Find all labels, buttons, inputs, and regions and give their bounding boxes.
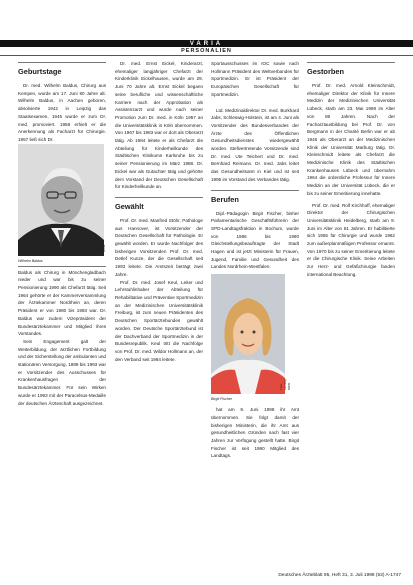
column-1 [18, 60, 106, 568]
portrait-photo-fischer [211, 274, 291, 394]
heading-elected: Gewählt [115, 201, 144, 211]
divider [18, 62, 106, 63]
paragraph: Prof. Dr. med. Josef Keul, Leiter und Lehrstuhlinhaber der Abteilung für Rehabilitative und Präventive Sportmedizin an der Medizinischen Universitätsklinik Freiburg, ist zum neuen Präsidenten des Deutschen Sportärztebundes gewählt worden. Der Deutsche Sportärztebund ist der Dachverband der Sportmedizin in der Bundesrepublik. Keul tritt die Nachfolge von Prof. Dr. med. Wildor Hollmann an, der den Verband seit 1984 leitete. [115, 279, 203, 362]
paragraph: Dr. med. Ernst Eickel, Kinderarzt, ehemaliger langjähriger Chefarzt der Kinderklinik Eickelhausen, wurde am 29. Juni 70 Jahre alt. Ernst Eickel begann seine berufliche und wissenschaftliche Karriere nach der Approbation als Assistenzarzt und wurde nach seiner Promotion zum Dr. med. in Köln 1957 an die Universitätsklinik in Köln übernommen. Von 1967 bis 1983 war er dort als Oberarzt tätig. Ab 1984 leitete er als Chefarzt die Abteilung für Kinderheilkunde des Städtischen Klinikums Karlsruhe bis zu seiner Pensionierung im März 1988. Dr. Eickel war als Gutachter tätig und gehörte dem Vorstand der Deutschen Gesellschaft für Kinderheilkunde an. [115, 61, 203, 190]
portrait-photo-baldus [18, 144, 104, 256]
paragraph: Sportausschusses im IOC sowie nach Hollmann Präsident des Weltverbandes für Sportmedizin. Er ist Präsident der Europäischen Gesellschaft für Sportmedizin. [211, 61, 299, 97]
divider [115, 197, 203, 198]
paragraph: Prof. Dr. med. Arnold Kleinschmidt, ehemaliger Direktor der Klinik für Innere Medizin der Medizinischen Universität Lübeck, starb am 23. Mai 1998 im Alter von 86 Jahren. Nach der Facharztausbildung bei Prof. Dr. von Bergmann in der Charité Berlin war er ab 1946 als Oberarzt an der Medizinischen Klinik der Universität Marburg tätig. Dr. Kleinschmidt leitete als Chefarzt die Medizinische Klinik des Städtischen Krankenhauses Lübeck und übernahm 1964 die ordentliche Professur für Innere Medizin an der Universität Lübeck, die er bis zu seiner Emeritierung innehatte. [307, 83, 395, 196]
paragraph: Dipl.-Pädagogin Birgit Fischer, bisher Parlamentarische Geschäftsführerin der SPD-Landtagsfraktion in Bochum, wurde von 1986 bis 1990 Gleichstellungsbeauftragte der Stadt Hagen und ist jetzt Ministerin für Frauen, Jugend, Familie und Gesundheit des Landes Nordrhein-Westfalen. [211, 210, 299, 270]
section-header [0, 40, 413, 47]
paragraph: Baldus als Chirurg in Mönchengladbach nieder und war bis zu seiner Pensionierung 1990 als Chefarzt tätig. Seit 1964 gehörte er der Kammerversammlung der Ärztekammer Nordrhein an, deren Präsident er von 1980 bis 1993 war. Dr. Baldus war zudem Vizepräsident der Bundesärztekammer und Mitglied ihres Vorstandes. [18, 269, 106, 337]
paragraph: hat am 9. Juni 1998 ihr Amt übernommen. Sie folgt damit der bisherigen Ministerin, die ihr Amt aus gesundheitlichen Gründen nach fast vier Jahren zur Verfügung gestellt hatte. Birgit Fischer ist seit 1990 Mitglied des Landtags. [211, 407, 299, 459]
paragraph: Sein Engagement galt der Weiterbildung, der ärztlichen Fortbildung und der Sicherstellung der ambulanten und stationären Versorgung. 1989 bis 1993 war er Vorsitzender des Ausschusses für Krankenhausfragen der Bundesärztekammer. Für sein Wirken wurde er 1993 mit der Paracelsus-Medaille der deutschen Ärzteschaft ausgezeichnet. [18, 338, 106, 406]
heading-appointed: Berufen [211, 194, 239, 204]
heading-birthdays: Geburtstage [18, 67, 62, 76]
divider [307, 62, 395, 63]
paragraph: Prof. Dr. med. Manfred Stöhr, Pathologe aus Hannover, ist Vorsitzender der Deutschen Gesellschaft für Pathologie. Er gewählt worden. Er wurde Nachfolger des bisherigen Vorsitzenden Prof. Dr. med. Detlef Kunze, der die Gesellschaft seit 1993 leitete. Die Amtszeit beträgt zwei Jahre. [115, 217, 203, 277]
page-footer: Deutsches Ärzteblatt 95, Heft 31, 3. Juli 1998 (53) A-1747 [278, 573, 401, 578]
photo-credit: Foto: Landtag NRW [279, 379, 291, 391]
column-3 [211, 60, 299, 568]
paragraph: Ltd. Medizinaldirektor Dr. med. Burkhard Jabs, Schleswig-Holstein, ist am 4. Juni als Vorsitzender des Bundesverbandes der Ärzte des Öffentlichen Gesundheitsdienstes wiedergewählt worden. Stellvertretende Vorsitzende sind Dr. med. Ute Teichert und Dr. med. Bernhard Reimann. Dr. med. Jabs leitet das Gesundheitsamt in Kiel und ist seit 1995 im Vorstand des Verbandes tätig. [211, 107, 299, 182]
column-4 [307, 60, 395, 568]
portrait-fischer-image [211, 274, 285, 394]
paragraph: Dr. med. Wilhelm Baldus, Chirurg aus Kempen, wurde am 17. Juni 80 Jahre alt. Wilhelm Baldus, in Aachen geboren, absolvierte 1942 in Leipzig das Staatsexamen, 1945 wurde er zum Dr. med. promoviert. 1958 erhielt er die Anerkennung als Facharzt für Chirurgie. 1957 ließ sich Dr. [18, 83, 106, 142]
section-title: VARIA [189, 40, 224, 47]
heading-deceased: Gestorben [307, 67, 344, 76]
portrait-baldus-image [18, 144, 104, 256]
divider [18, 266, 106, 267]
section-subheader: PERSONALIEN [0, 48, 413, 56]
divider [211, 190, 299, 191]
photo-credit: Foto: privat [98, 244, 106, 252]
photo-caption: Birgit Fischer [211, 397, 232, 402]
photo-caption: Wilhelm Baldus [18, 258, 43, 263]
column-2 [115, 60, 203, 568]
paragraph: Prof. Dr. med. Rolf Kirchhoff, ehemaliger Direktor der Chirurgischen Universitätsklinik Heidelberg, starb am 9. Juni im Alter von 81 Jahren. Er habilitierte sich 1955 für Chirurgie und wurde 1962 zum außerplanmäßigen Professor ernannt. Von 1970 bis zu seiner Emeritierung leitete er die Chirurgische Klinik. Seine Arbeiten zur Herz- und Gefäßchirurgie fanden international Beachtung. [307, 202, 395, 277]
